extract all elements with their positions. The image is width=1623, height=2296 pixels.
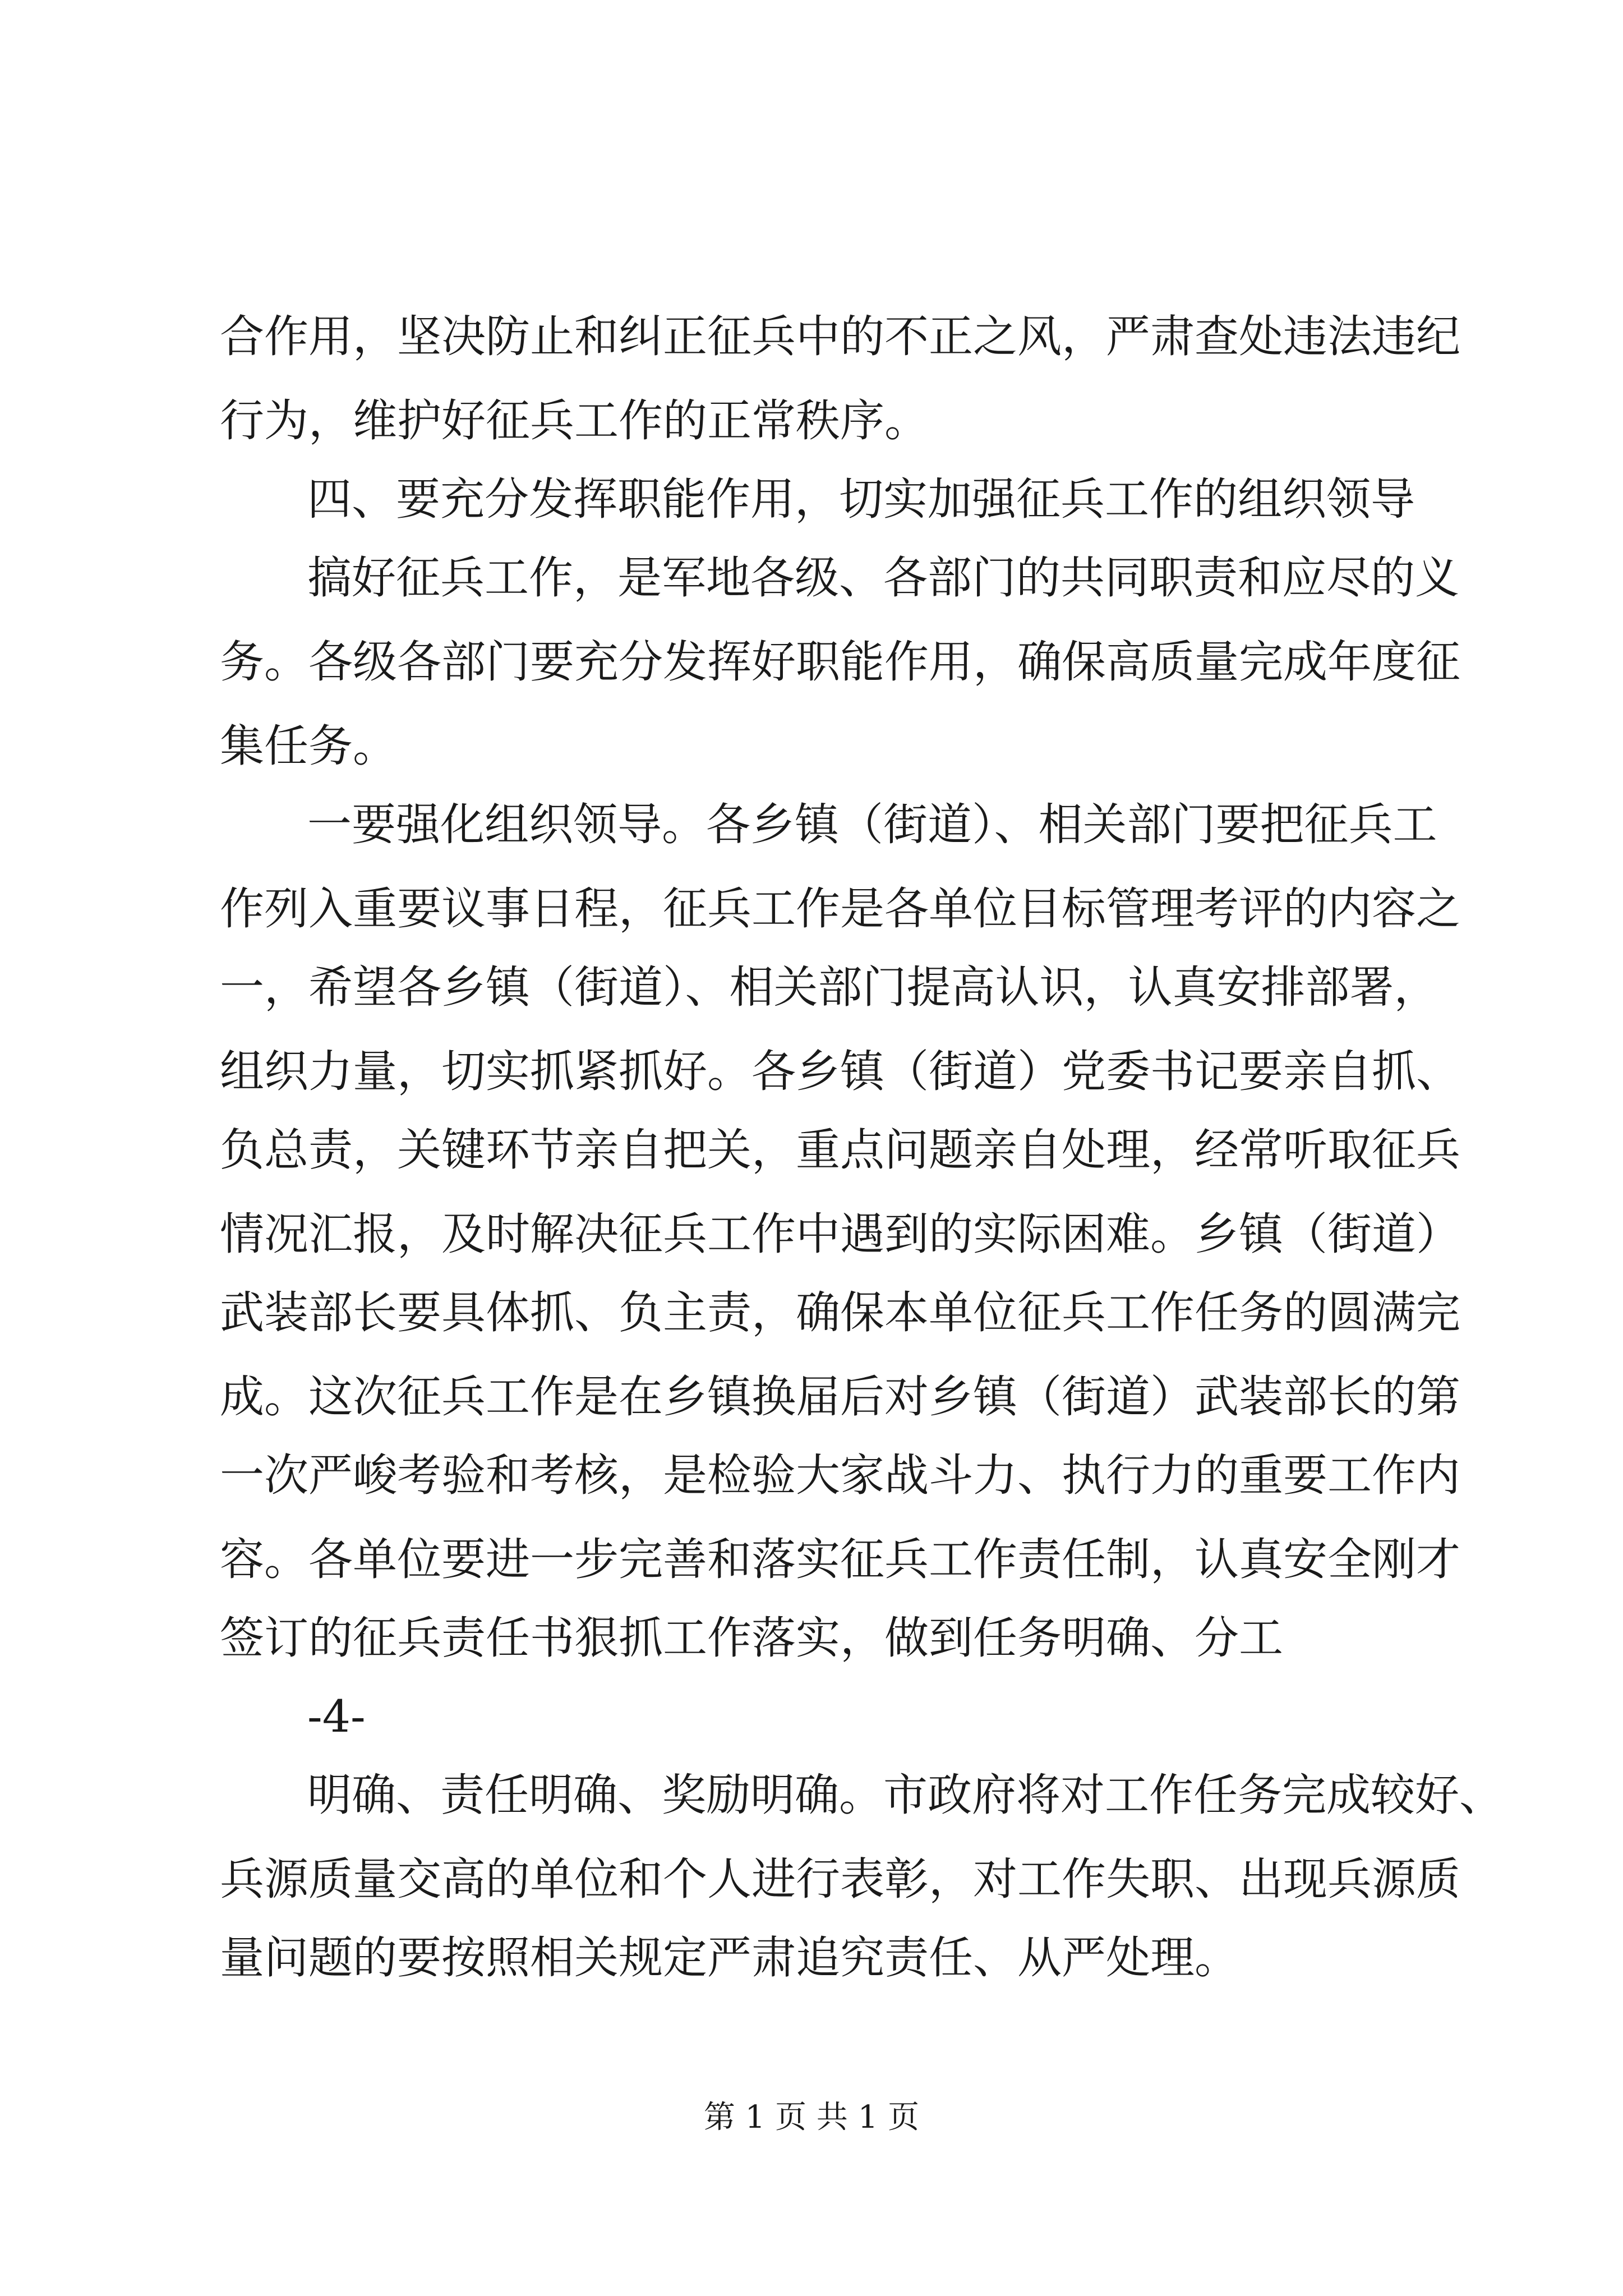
body-text-line: 一次严峻考验和考核，是检验大家战斗力、执行力的重要工作内 <box>220 1450 1460 1501</box>
body-text-line: 组织力量，切实抓紧抓好。各乡镇（街道）党委书记要亲自抓、 <box>220 1046 1460 1097</box>
inline-page-number: -4- <box>307 1691 366 1742</box>
body-text-line: 集任务。 <box>220 720 397 772</box>
body-text-line: 负总责，关键环节亲自把关，重点问题亲自处理，经常听取征兵 <box>220 1124 1460 1176</box>
body-text-line: 一要强化组织领导。各乡镇（街道）、相关部门要把征兵工 <box>307 799 1437 850</box>
body-text-line: 明确、责任明确、奖励明确。市政府将对工作任务完成较好、 <box>307 1769 1504 1821</box>
page-footer: 第 1 页 共 1 页 <box>703 2099 920 2136</box>
body-text-line: 签订的征兵责任书狠抓工作落实，做到任务明确、分工 <box>220 1612 1283 1664</box>
body-text-line: 武装部长要具体抓、负主责，确保本单位征兵工作任务的圆满完 <box>220 1287 1460 1338</box>
section-heading: 四、要充分发挥职能作用，切实加强征兵工作的组织领导 <box>307 473 1415 525</box>
body-text-line: 容。各单位要进一步完善和落实征兵工作责任制，认真安全刚才 <box>220 1534 1460 1585</box>
body-text-line: 一，希望各乡镇（街道）、相关部门提高认识，认真安排部署， <box>220 961 1438 1013</box>
body-text-line: 成。这次征兵工作是在乡镇换届后对乡镇（街道）武装部长的第 <box>220 1371 1460 1423</box>
body-text-line: 量问题的要按照相关规定严肃追究责任、从严处理。 <box>220 1932 1239 1984</box>
body-text-line: 务。各级各部门要充分发挥好职能作用，确保高质量完成年度征 <box>220 636 1460 688</box>
body-text-line: 作列入重要议事日程，征兵工作是各单位目标管理考评的内容之 <box>220 883 1460 935</box>
body-text-line: 合作用，坚决防止和纠正征兵中的不正之风，严肃查处违法违纪 <box>220 311 1460 362</box>
body-text-line: 兵源质量交高的单位和个人进行表彰，对工作失职、出现兵源质 <box>220 1853 1460 1905</box>
body-text-line: 行为，维护好征兵工作的正常秩序。 <box>220 395 929 447</box>
body-text-line: 情况汇报，及时解决征兵工作中遇到的实际困难。乡镇（街道） <box>220 1208 1460 1260</box>
body-text-line: 搞好征兵工作，是军地各级、各部门的共同职责和应尽的义 <box>307 552 1459 604</box>
